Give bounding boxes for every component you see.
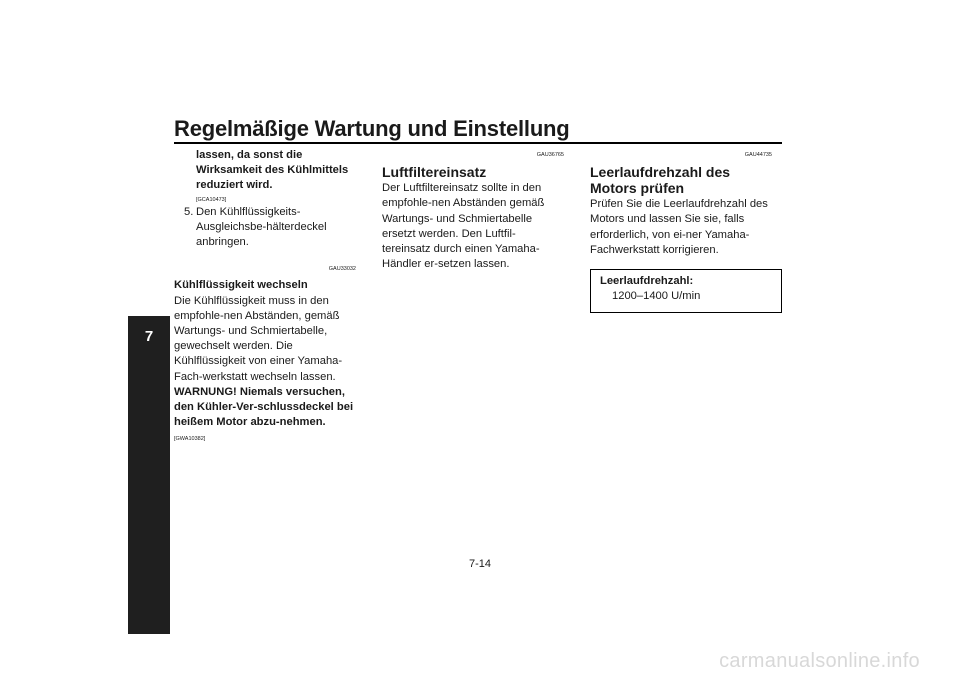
chapter-tab — [128, 316, 170, 634]
column-2 — [382, 148, 564, 272]
code-gwa10382: [GWA10382] — [174, 436, 206, 443]
code-gau44735: GAU44735 — [744, 152, 772, 158]
spec-box — [590, 269, 782, 313]
code-gau36765: GAU36765 — [536, 152, 564, 158]
column-3 — [590, 148, 772, 313]
page-number: 7-14 — [468, 558, 492, 570]
watermark: carmanualsonline.info — [719, 650, 920, 672]
air-filter-paragraph: Der Luftfiltereinsatz sollte in den empfohle-nen Abständen gemäß Wartungs- und Schmiertabelle ersetzt werden. Den Luftfil-tereinsatz durch einen Yamaha-Händler er-setzen lassen. — [382, 182, 545, 271]
column-1 — [174, 148, 356, 448]
section-heading-air-filter: Luftfiltereinsatz — [382, 164, 487, 181]
step-text: Den Kühlflüssigkeits-Ausgleichsbe-hälterdeckel anbringen. — [196, 205, 327, 249]
header-rule — [174, 142, 782, 144]
page-title: Regelmäßige Wartung und Einstellung — [174, 116, 570, 141]
spec-label: Leerlaufdrehzahl: — [600, 275, 694, 288]
coolant-text: Die Kühlflüssigkeit muss in den empfohle-nen Abständen, gemäß Wartungs- und Schmiertabelle, gewechselt werden. Die Kühlflüssigkeit von einer Yamaha-Fach-werkstatt wechseln lassen. — [174, 294, 343, 383]
code-gca10473: [GCA10473] — [196, 196, 227, 203]
chapter-tab-number: 7 — [144, 328, 154, 345]
code-gau33032: GAU33032 — [328, 266, 356, 273]
warning-text: WARNUNG! Niemals versuchen, den Kühler-Ver-schlussdeckel bei heißem Motor abzu-nehmen. — [174, 385, 354, 429]
coolant-paragraph — [174, 294, 356, 448]
section-heading-idle-speed: Leerlaufdrehzahl des Motors prüfen — [590, 164, 731, 197]
warning-continuation: lassen, da sonst die Wirksamkeit des Kühlmittels reduziert wird. — [196, 149, 349, 192]
section-heading-coolant: Kühlflüssigkeit wechseln — [174, 279, 308, 292]
step-5 — [174, 205, 356, 251]
idle-speed-paragraph: Prüfen Sie die Leerlaufdrehzahl des Motors und lassen Sie sie, falls erforderlich, von ei-ner Yamaha-Fachwerkstatt korrigieren. — [590, 198, 768, 256]
step-number: 5. — [184, 205, 194, 218]
spec-value: 1200–1400 U/min — [612, 290, 701, 303]
